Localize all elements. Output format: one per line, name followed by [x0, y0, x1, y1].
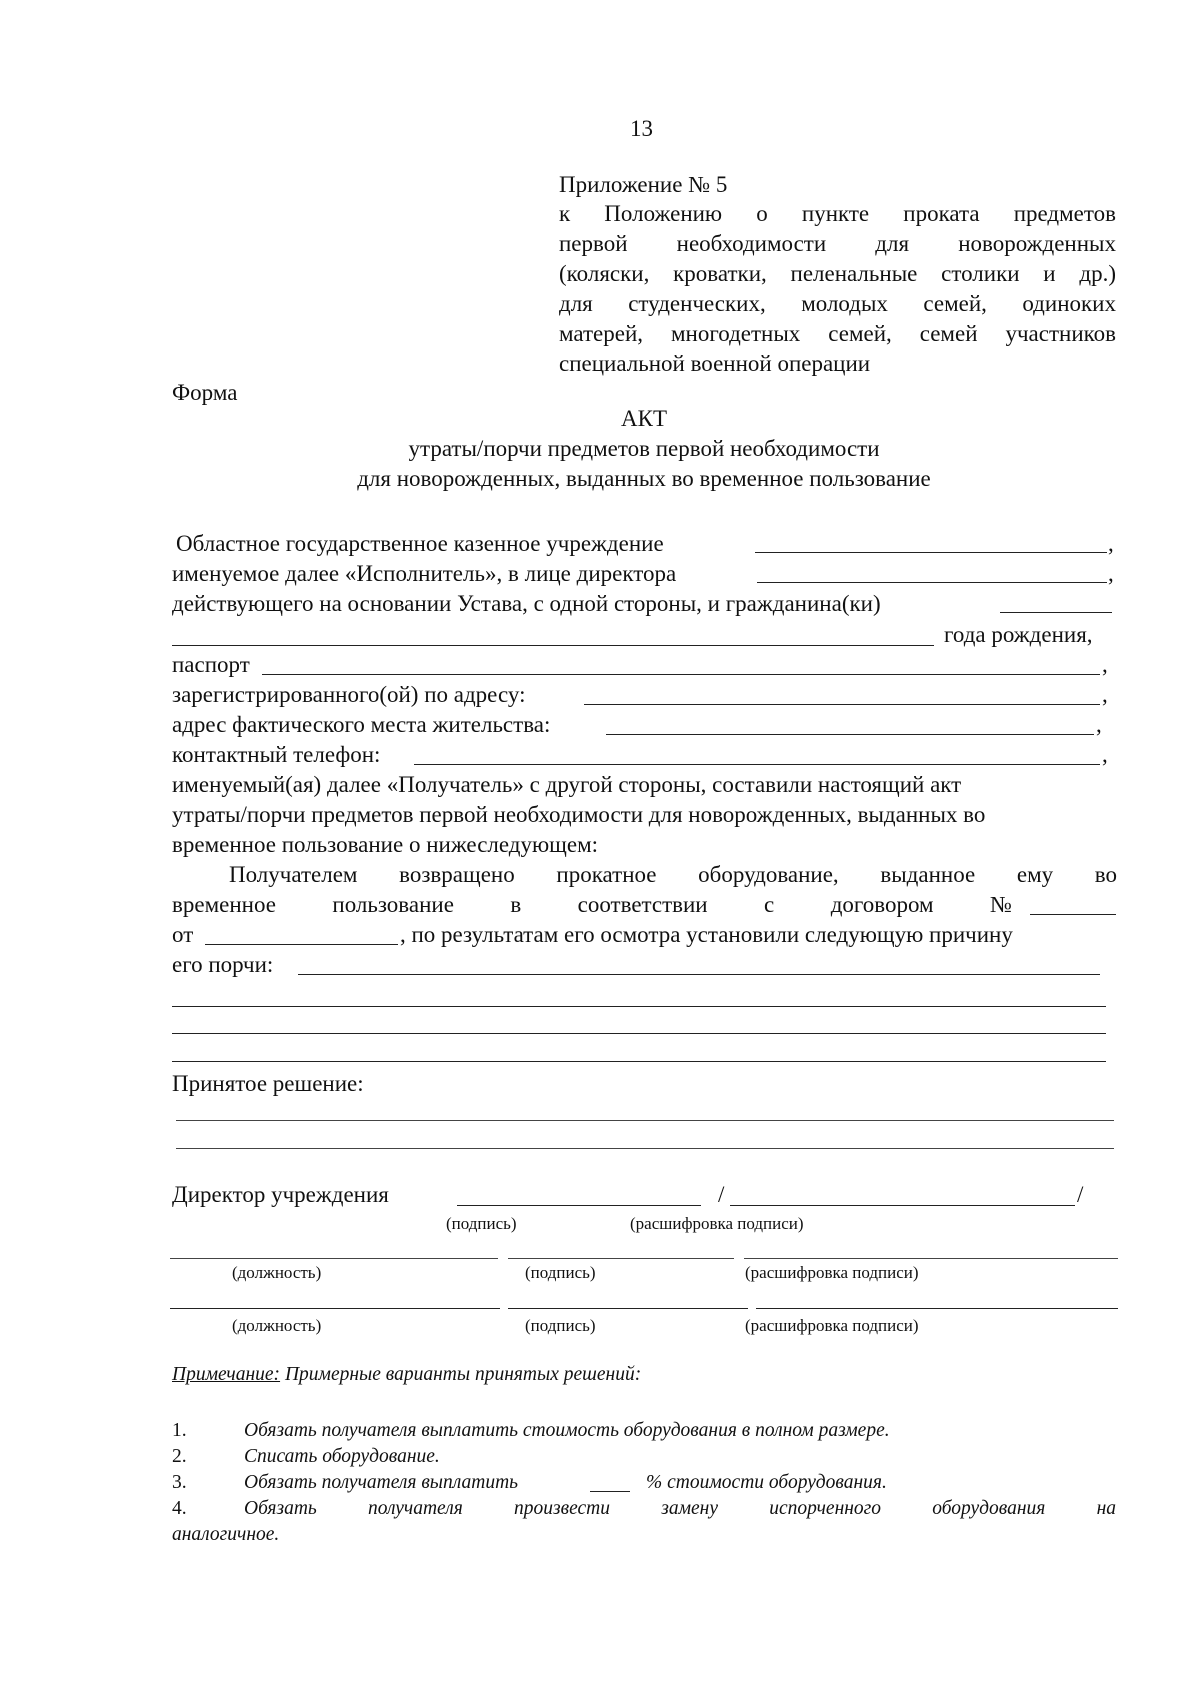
decision-blank[interactable]	[176, 1148, 1114, 1149]
note-item-num: 1.	[172, 1420, 187, 1441]
director-label: Директор учреждения	[172, 1182, 389, 1207]
caption-signature: (подпись)	[446, 1214, 517, 1233]
contract-number-blank[interactable]	[1030, 914, 1116, 915]
caption-position: (должность)	[232, 1263, 322, 1282]
caption-decryption: (расшифровка подписи)	[745, 1316, 919, 1335]
body-line-5: паспорт	[172, 652, 250, 677]
para2-line-2: временное пользование в соответствии с договором №	[172, 892, 1012, 917]
note-item-text: Обязать получателя произвести замену испорченного оборудования на	[244, 1498, 1116, 1519]
phone-blank[interactable]	[414, 764, 1100, 765]
citizen-name-blank-cont[interactable]	[172, 645, 934, 646]
caption-position: (должность)	[232, 1316, 322, 1335]
body-line-1: Областное государственное казенное учреждение	[176, 531, 664, 556]
decryption-blank[interactable]	[756, 1308, 1118, 1309]
damage-reason-blank[interactable]	[298, 974, 1100, 975]
director-name-blank[interactable]	[757, 582, 1107, 583]
passport-blank[interactable]	[262, 674, 1100, 675]
body-line-9: именуемый(ая) далее «Получатель» с другой стороны, составили настоящий акт	[172, 772, 962, 797]
appendix-line: первой необходимости для новорожденных	[559, 231, 1116, 256]
citizen-name-blank[interactable]	[1000, 612, 1112, 613]
act-subtitle: утраты/порчи предметов первой необходимости	[408, 436, 880, 461]
institution-name-blank[interactable]	[755, 552, 1107, 553]
caption-signature: (подпись)	[525, 1316, 596, 1335]
position-blank[interactable]	[170, 1258, 498, 1259]
body-line-7: адрес фактического места жительства:	[172, 712, 551, 737]
body-line-6: зарегистрированного(ой) по адресу:	[172, 682, 526, 707]
caption-decryption: (расшифровка подписи)	[745, 1263, 919, 1282]
para2-line-3a: от	[172, 922, 194, 947]
actual-address-blank[interactable]	[606, 734, 1094, 735]
note-item-num: 4.	[172, 1498, 187, 1519]
note-item-text: Обязать получателя выплатить стоимость оборудования в полном размере.	[244, 1420, 890, 1441]
comma: ,	[1108, 561, 1114, 586]
decision-blank[interactable]	[176, 1120, 1114, 1121]
slash: /	[1077, 1182, 1084, 1207]
damage-reason-blank[interactable]	[172, 1061, 1106, 1062]
body-line-3: действующего на основании Устава, с одной стороны, и гражданина(ки)	[172, 591, 881, 616]
appendix-title: Приложение № 5	[559, 172, 728, 197]
comma: ,	[1102, 682, 1108, 707]
registration-address-blank[interactable]	[584, 704, 1100, 705]
damage-reason-blank[interactable]	[172, 1033, 1106, 1034]
comma: ,	[1102, 652, 1108, 677]
appendix-line: к Положению о пункте проката предметов	[559, 201, 1116, 226]
body-line-11: временное пользование о нижеследующем:	[172, 832, 599, 857]
appendix-line: для студенческих, молодых семей, одиноких	[559, 291, 1116, 316]
director-decryption-blank[interactable]	[730, 1205, 1075, 1206]
body-line-8: контактный телефон:	[172, 742, 381, 767]
contract-date-blank[interactable]	[205, 944, 398, 945]
note-item-num: 2.	[172, 1446, 187, 1467]
comma: ,	[1096, 712, 1102, 737]
decision-label: Принятое решение:	[172, 1071, 364, 1096]
para2-line-1: Получателем возвращено прокатное оборудование, выданное ему во	[229, 862, 1117, 887]
note-item-text: Обязать получателя выплатить	[244, 1472, 519, 1493]
comma: ,	[1102, 742, 1108, 767]
caption-decryption: (расшифровка подписи)	[630, 1214, 804, 1233]
note-item-num: 3.	[172, 1472, 187, 1493]
appendix-line: матерей, многодетных семей, семей участников	[559, 321, 1116, 346]
act-title: АКТ	[621, 406, 667, 431]
form-label: Форма	[172, 380, 238, 405]
body-line-2: именуемое далее «Исполнитель», в лице директора	[172, 561, 677, 586]
appendix-line: (коляски, кроватки, пеленальные столики и др.)	[559, 261, 1116, 286]
note-heading	[172, 1362, 641, 1388]
signature-blank[interactable]	[508, 1258, 734, 1259]
note-item-text: Списать оборудование.	[244, 1446, 440, 1467]
position-blank[interactable]	[170, 1308, 500, 1309]
body-line-4: года рождения,	[944, 622, 1093, 647]
slash: /	[718, 1182, 725, 1207]
percent-blank[interactable]	[590, 1491, 630, 1492]
body-line-10: утраты/порчи предметов первой необходимости для новорожденных, выданных во	[172, 802, 986, 827]
note-item-text-cont: аналогичное.	[172, 1524, 280, 1545]
act-subtitle: для новорожденных, выданных во временное пользование	[357, 466, 931, 491]
comma: ,	[1108, 531, 1114, 556]
note-label: Примечание:	[172, 1364, 281, 1385]
signature-blank[interactable]	[508, 1308, 748, 1309]
page-number: 13	[630, 116, 653, 141]
appendix-line: специальной военной операции	[559, 351, 871, 376]
para2-line-4: его порчи:	[172, 952, 274, 977]
note-item-text: % стоимости оборудования.	[646, 1472, 887, 1493]
decryption-blank[interactable]	[744, 1258, 1118, 1259]
director-signature-blank[interactable]	[457, 1205, 701, 1206]
appendix-text	[559, 199, 1116, 379]
act-heading	[172, 404, 1116, 494]
damage-reason-blank[interactable]	[172, 1006, 1106, 1007]
caption-signature: (подпись)	[525, 1263, 596, 1282]
para2-line-3b: , по результатам его осмотра установили следующую причину	[400, 922, 1013, 947]
note-text: Примерные варианты принятых решений:	[280, 1364, 642, 1385]
